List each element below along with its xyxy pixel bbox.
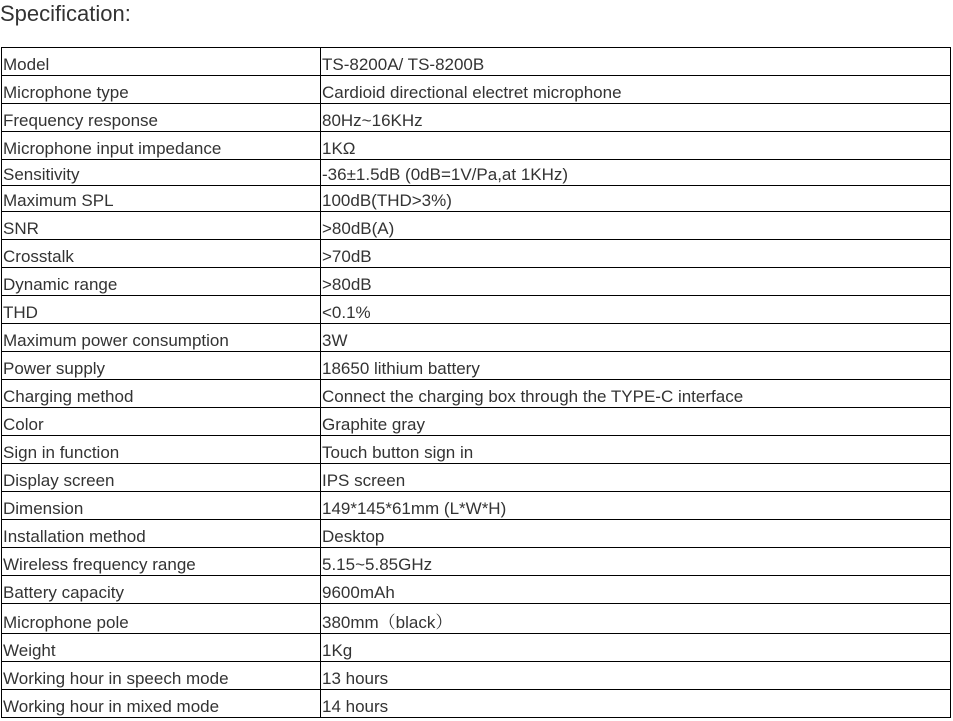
spec-value: 100dB(THD>3%): [321, 186, 951, 212]
spec-label: Display screen: [2, 464, 321, 492]
spec-label: Microphone pole: [2, 604, 321, 634]
spec-label: Sensitivity: [2, 160, 321, 186]
table-row: [2, 240, 951, 268]
spec-label: Crosstalk: [2, 240, 321, 268]
spec-label: THD: [2, 296, 321, 324]
spec-value: TS-8200A/ TS-8200B: [321, 48, 951, 76]
spec-label: Color: [2, 408, 321, 436]
table-row: [2, 160, 951, 186]
table-row: [2, 104, 951, 132]
spec-value: Touch button sign in: [321, 436, 951, 464]
table-row: [2, 380, 951, 408]
table-row: [2, 48, 951, 76]
spec-label: SNR: [2, 212, 321, 240]
spec-value: >80dB(A): [321, 212, 951, 240]
spec-label: Maximum power consumption: [2, 324, 321, 352]
spec-value: <0.1%: [321, 296, 951, 324]
table-row: [2, 186, 951, 212]
table-row: [2, 324, 951, 352]
table-row: [2, 576, 951, 604]
table-row: [2, 408, 951, 436]
table-row: [2, 76, 951, 104]
spec-label: Maximum SPL: [2, 186, 321, 212]
spec-value: Connect the charging box through the TYPE-C interface: [321, 380, 951, 408]
table-row: [2, 268, 951, 296]
spec-value: 18650 lithium battery: [321, 352, 951, 380]
spec-label: Working hour in speech mode: [2, 662, 321, 690]
spec-label: Frequency response: [2, 104, 321, 132]
table-row: [2, 520, 951, 548]
spec-value: >70dB: [321, 240, 951, 268]
spec-label: Working hour in mixed mode: [2, 690, 321, 718]
table-row: [2, 212, 951, 240]
spec-value: 3W: [321, 324, 951, 352]
table-row: [2, 132, 951, 160]
spec-value: 149*145*61mm (L*W*H): [321, 492, 951, 520]
table-row: [2, 436, 951, 464]
spec-label: Power supply: [2, 352, 321, 380]
spec-value: Cardioid directional electret microphone: [321, 76, 951, 104]
spec-value: Desktop: [321, 520, 951, 548]
table-row: [2, 296, 951, 324]
spec-label: Battery capacity: [2, 576, 321, 604]
spec-label: Model: [2, 48, 321, 76]
table-row: [2, 634, 951, 662]
table-row: [2, 464, 951, 492]
spec-value: 380mm（black）: [321, 604, 951, 634]
spec-label: Sign in function: [2, 436, 321, 464]
table-row: [2, 352, 951, 380]
spec-label: Dynamic range: [2, 268, 321, 296]
page-title: Specification:: [0, 1, 131, 26]
spec-value: 14 hours: [321, 690, 951, 718]
spec-value: Graphite gray: [321, 408, 951, 436]
spec-label: Microphone type: [2, 76, 321, 104]
spec-label: Weight: [2, 634, 321, 662]
spec-label: Dimension: [2, 492, 321, 520]
spec-value: 9600mAh: [321, 576, 951, 604]
table-row: [2, 662, 951, 690]
spec-value: 1KΩ: [321, 132, 951, 160]
table-row: [2, 604, 951, 634]
spec-label: Installation method: [2, 520, 321, 548]
spec-value: 80Hz~16KHz: [321, 104, 951, 132]
spec-value: IPS screen: [321, 464, 951, 492]
table-row: [2, 492, 951, 520]
spec-value: 5.15~5.85GHz: [321, 548, 951, 576]
spec-label: Microphone input impedance: [2, 132, 321, 160]
spec-value: 13 hours: [321, 662, 951, 690]
table-row: [2, 548, 951, 576]
specification-table: [1, 47, 951, 718]
spec-label: Wireless frequency range: [2, 548, 321, 576]
table-row: [2, 690, 951, 718]
spec-value: 1Kg: [321, 634, 951, 662]
spec-label: Charging method: [2, 380, 321, 408]
spec-value: >80dB: [321, 268, 951, 296]
spec-value: -36±1.5dB (0dB=1V/Pa,at 1KHz): [321, 160, 951, 186]
